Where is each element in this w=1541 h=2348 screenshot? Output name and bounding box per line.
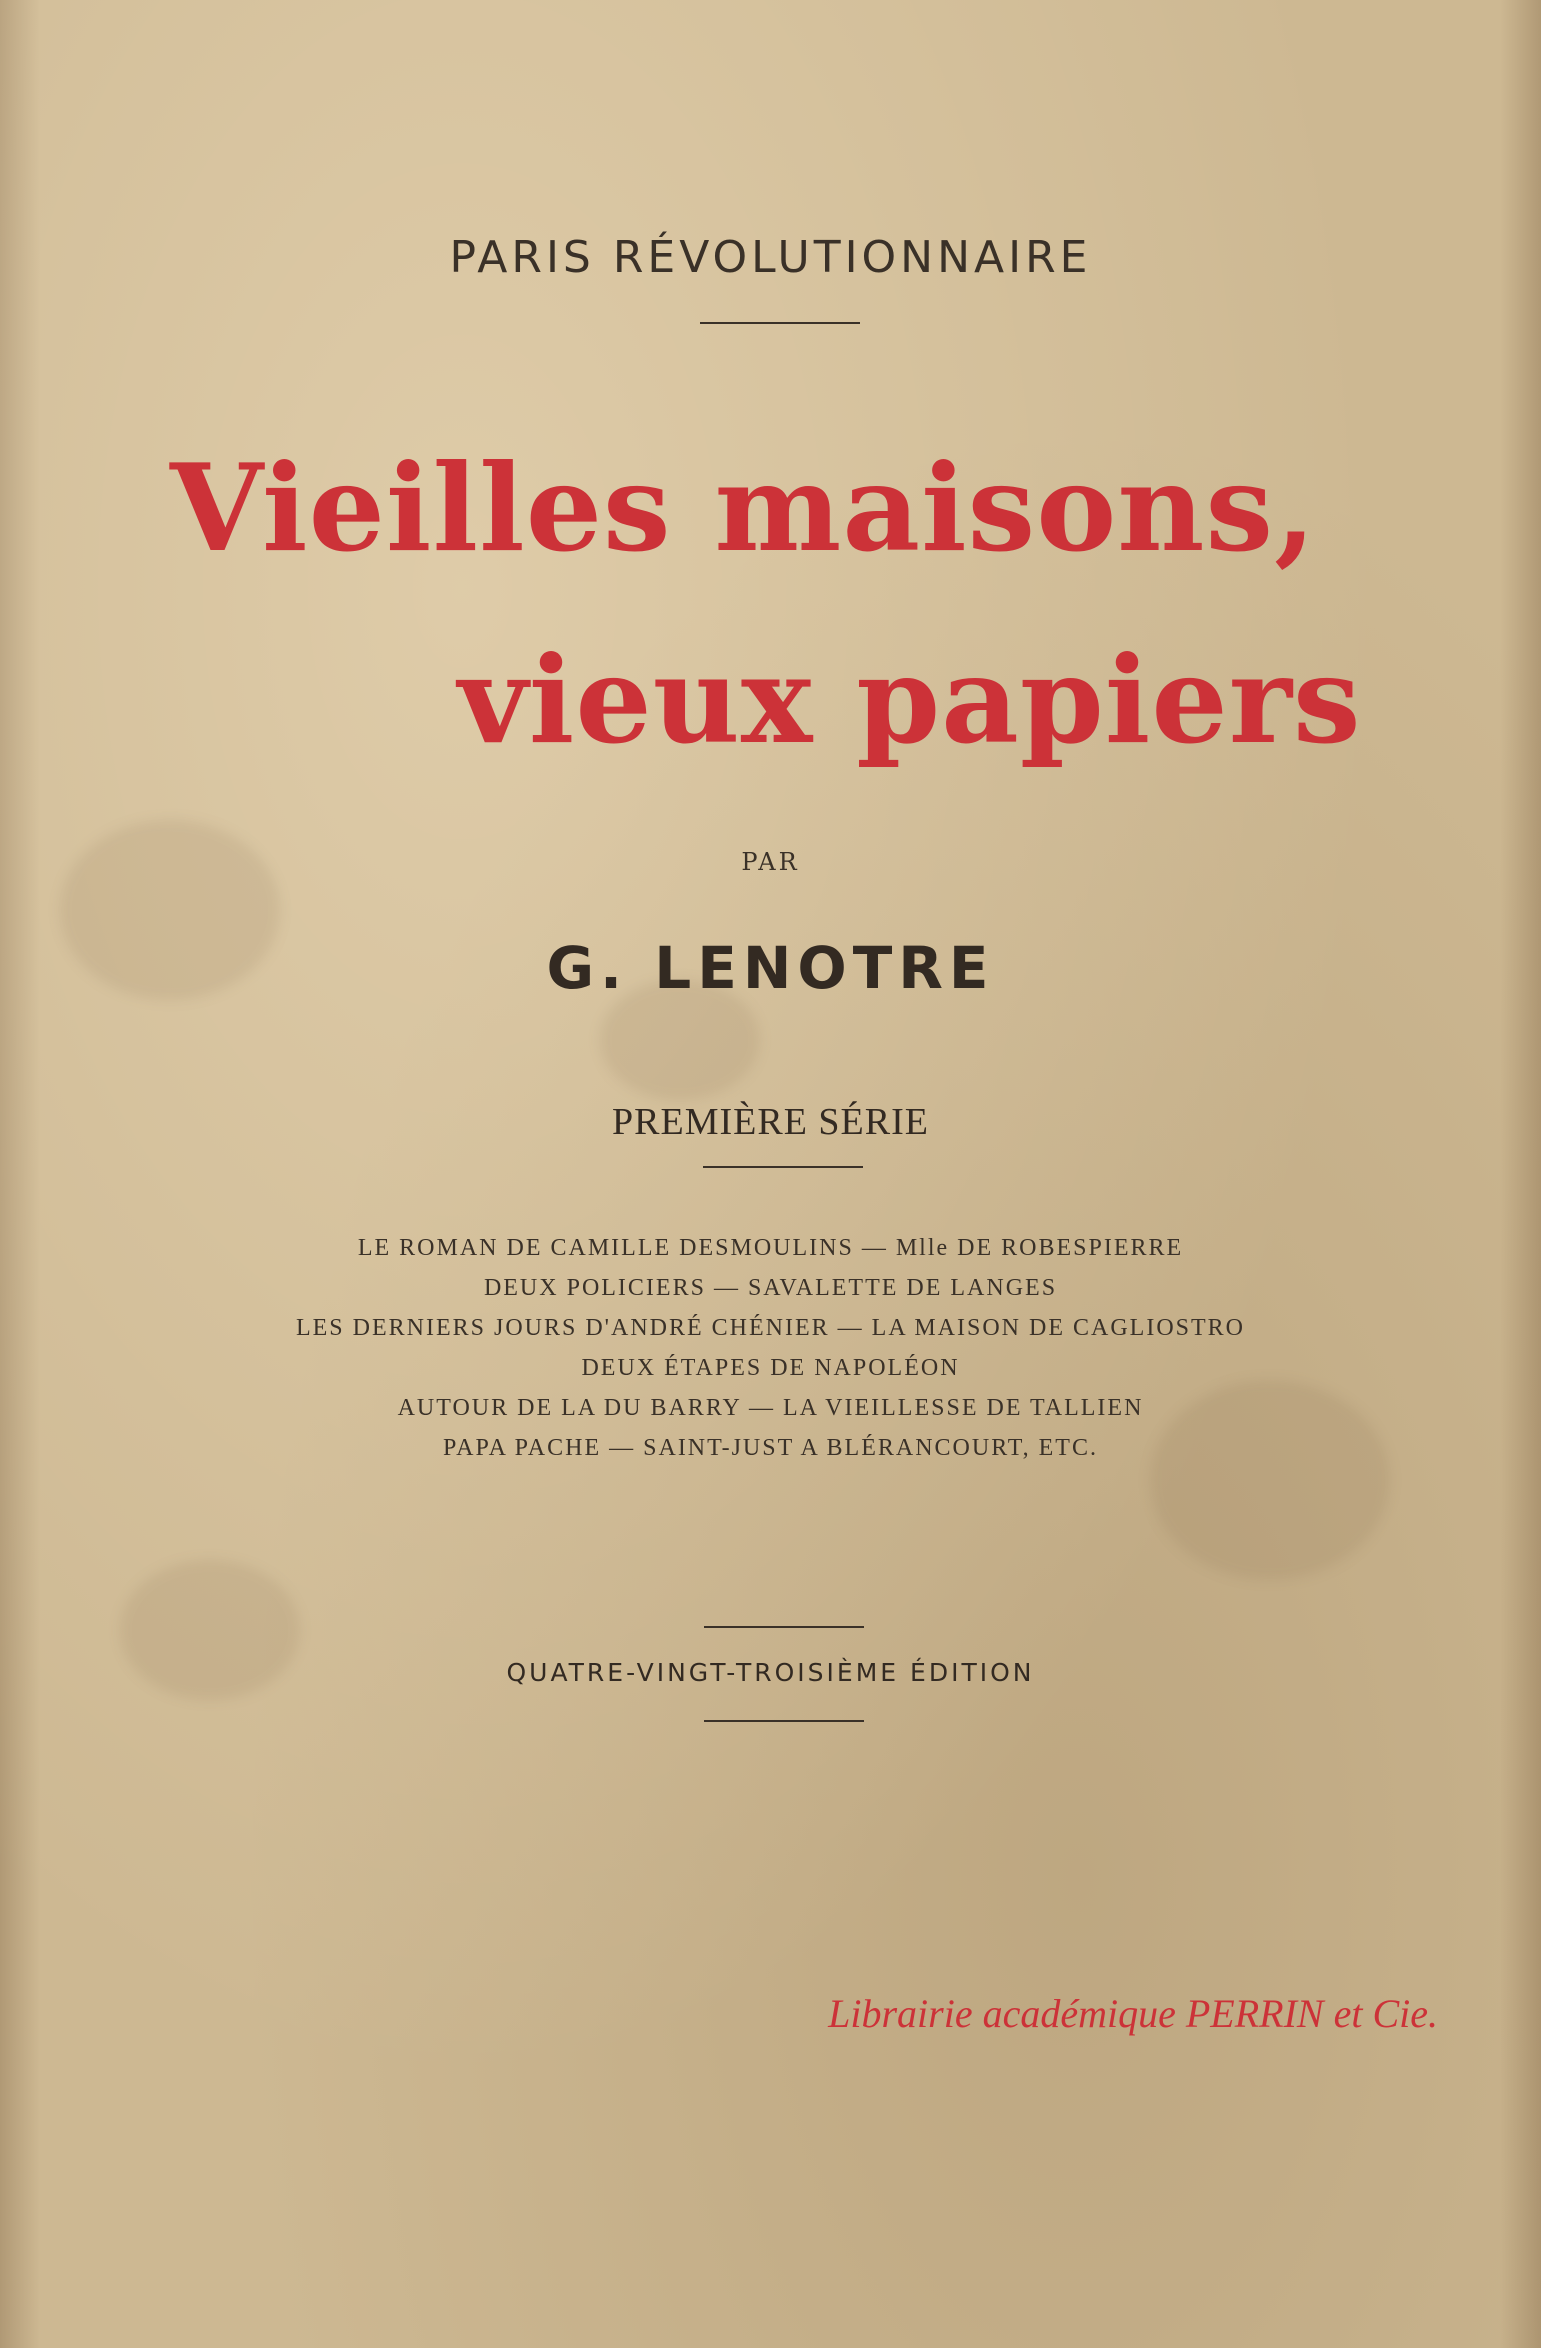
edition-label: QUATRE-VINGT-TROISIÈME ÉDITION <box>506 1658 1035 1687</box>
contents-line: DEUX ÉTAPES DE NAPOLÉON <box>581 1355 960 1381</box>
title-line-2: vieux papiers <box>458 630 1362 771</box>
rule-after-series <box>700 322 860 324</box>
rule-after-volume <box>703 1166 863 1168</box>
contents-line: PAPA PACHE — SAINT-JUST A BLÉRANCOURT, ETC. <box>443 1435 1098 1461</box>
title-line-1: Vieilles maisons, <box>170 438 1317 579</box>
rule-before-edition <box>704 1626 864 1628</box>
contents-line: DEUX POLICIERS — SAVALETTE DE LANGES <box>483 1275 1058 1301</box>
author-name: G. LENOTRE <box>546 934 995 1002</box>
contents-line: AUTOUR DE LA DU BARRY — LA VIEILLESSE DE TALLIEN <box>397 1395 1144 1421</box>
volume-label: PREMIÈRE SÉRIE <box>612 1101 929 1143</box>
contents-line: LES DERNIERS JOURS D'ANDRÉ CHÉNIER — LA MAISON DE CAGLIOSTRO <box>295 1315 1246 1341</box>
par-label: PAR <box>741 848 800 876</box>
contents-list <box>0 1228 1541 1468</box>
rule-after-edition <box>704 1720 864 1722</box>
series-title: PARIS RÉVOLUTIONNAIRE <box>449 232 1092 283</box>
contents-line: LE ROMAN DE CAMILLE DESMOULINS — Mlle DE ROBESPIERRE <box>357 1235 1184 1261</box>
publisher-imprint: Librairie académique PERRIN et Cie. <box>828 1991 1438 2036</box>
